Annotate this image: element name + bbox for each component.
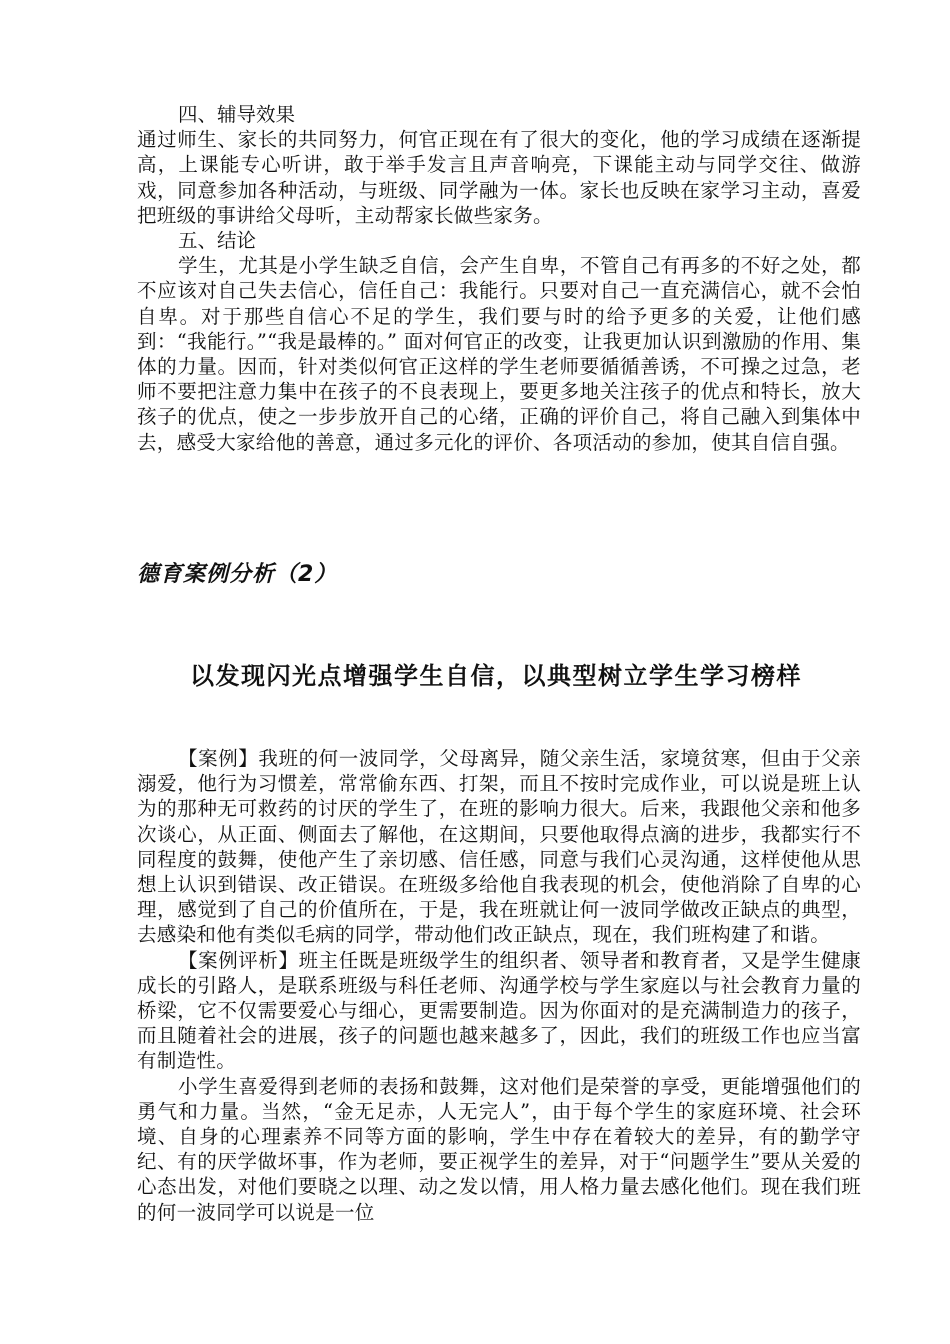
part2-block bbox=[137, 746, 861, 1225]
part1-block bbox=[137, 102, 861, 455]
section4-paragraph: 通过师生、家长的共同努力，何官正现在有了很大的变化，他的学习成绩在逐渐提高，上课能专心听讲，敢于举手发言且声音响亮，下课能主动与同学交往、做游戏，同意参加各种活动，与班级、同学融为一体。家长也反映在家学习主动，喜爱把班级的事讲给父母听，主动帮家长做些家务。 bbox=[137, 128, 861, 227]
section-title: 德育案例分析（2） bbox=[137, 562, 338, 587]
case-paragraph: 【案例】我班的何一波同学，父母离异，随父亲生活，家境贫寒，但由于父亲溺爱，他行为习惯差，常常偷东西、打架，而且不按时完成作业，可以说是班上认为的那种无可救药的讨厌的学生了，在班的影响力很大。后来，我跟他父亲和他多次谈心，从正面、侧面去了解他，在这期间，只要他取得点滴的进步，我都实行不同程度的鼓舞，使他产生了亲切感、信任感，同意与我们心灵沟通，这样使他从思想上认识到错误、改正错误。在班级多给他自我表现的机会，使他消除了自卑的心理，感觉到了自己的价值所在，于是，我在班就让何一波同学做改正缺点的典型，去感染和他有类似毛病的同学，带动他们改正缺点，现在，我们班构建了和谐。 bbox=[137, 747, 861, 947]
section4-heading: 四、辅导效果 bbox=[178, 103, 296, 126]
case-title: 以发现闪光点增强学生自信，以典型树立学生学习榜样 bbox=[190, 662, 802, 690]
section5-paragraph: 学生，尤其是小学生缺乏自信，会产生自卑，不管自己有再多的不好之处，都不应该对自己失去信心，信任自己：我能行。只要对自己一直充满信心，就不会怕自卑。对于那些自信心不足的学生，我们要与时的给予更多的关爱，让他们感到：“我能行。”“我是最棒的。” 面对何官正的改变，让我更加认识到激励的作用、集体的力量。因而，针对类似何官正这样的学生老师要循循善诱，不可操之过急，老师不要把注意力集中在孩子的不良表现上，要更多地关注孩子的优点和特长，放大孩子的优点，使之一步步放开自己的心绪，正确的评价自己，将自己融入到集体中去，感受大家给他的善意，通过多元化的评价、各项活动的参加，使其自信自强。 bbox=[137, 254, 861, 454]
pupil-paragraph: 小学生喜爱得到老师的表扬和鼓舞，这对他们是荣誉的享受，更能增强他们的勇气和力量。当然，“金无足赤，人无完人”，由于每个学生的家庭环境、社会环境、自身的心理素养不同等方面的影响，学生中存在着较大的差异，有的勤学守纪、有的厌学做坏事，作为老师，要正视学生的差异，对于“问题学生”要从关爱的心态出发，对他们要晓之以理、动之发以情，用人格力量去感化他们。现在我们班的何一波同学可以说是一位 bbox=[137, 1074, 861, 1224]
review-paragraph: 【案例评析】班主任既是班级学生的组织者、领导者和教育者，又是学生健康成长的引路人，是联系班级与科任老师、沟通学校与学生家庭以与社会教育力量的桥梁，它不仅需要爱心与细心，更需要制造。因为你面对的是充满制造力的孩子，而且随着社会的进展，孩子的问题也越来越多了，因此，我们的班级工作也应当富有制造性。 bbox=[137, 948, 861, 1073]
section5-heading: 五、结论 bbox=[178, 229, 257, 253]
